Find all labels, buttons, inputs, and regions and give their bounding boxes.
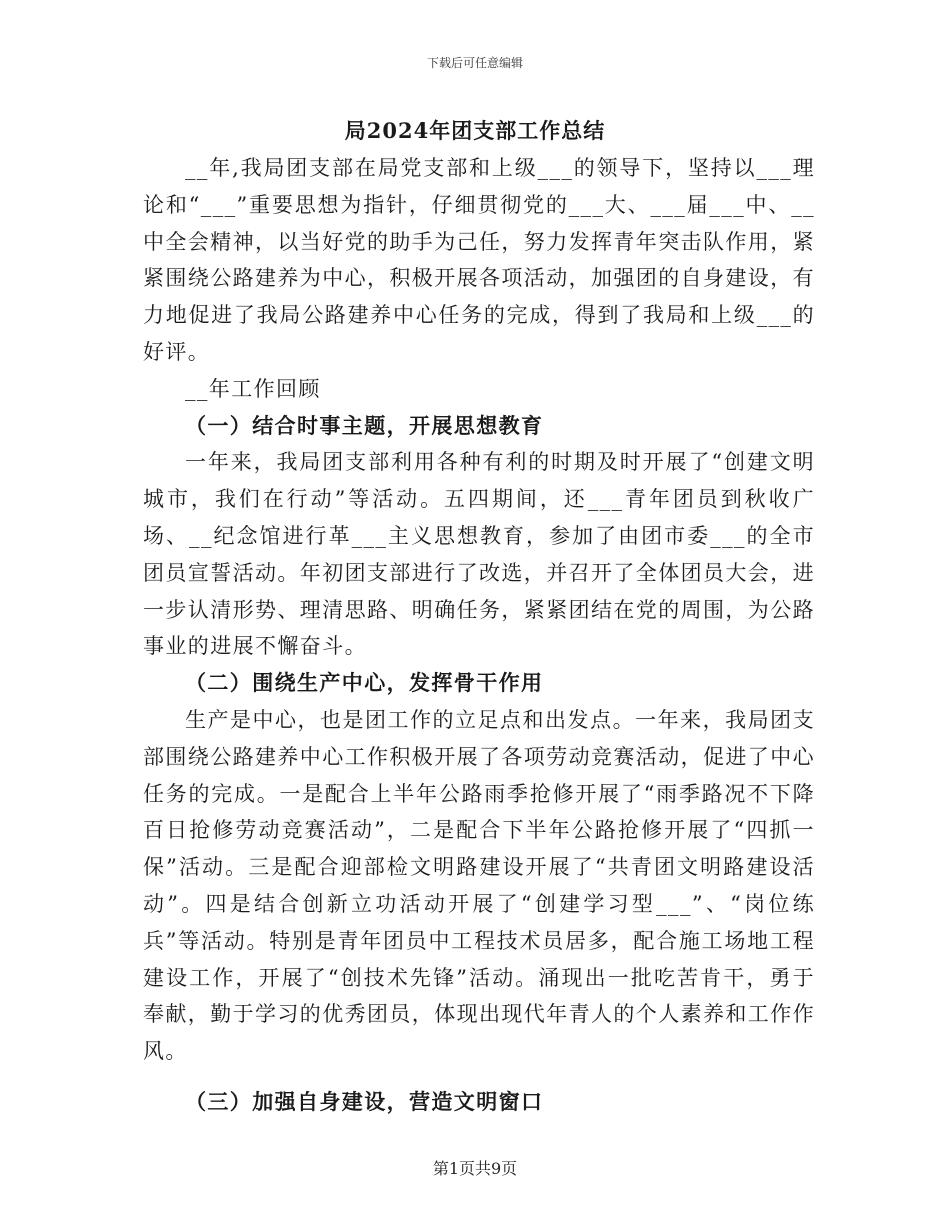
intro-paragraph: __年,我局团支部在局党支部和上级___的领导下，坚持以___理论和“___”重要思想为指针，仔细贯彻党的___大、___届___中、__中全会精神，以当好党的助手为己任，努力发挥青年突击队作用，紧紧围绕公路建养为中心，积极开展各项活动，加强团的自身建设，有力地促进了我局公路建养中心任务的完成，得到了我局和上级___的好评。 bbox=[143, 156, 815, 364]
section1-paragraph: 一年来，我局团支部利用各种有利的时期及时开展了“创建文明城市，我们在行动”等活动。五四期间，还___青年团员到秋收广场、__纪念馆进行革___主义思想教育，参加了由团市委___的全市团员宣誓活动。年初团支部进行了改选，并召开了全体团员大会，进一步认清形势、理清思路、明确任务，紧紧团结在党的周围，为公路事业的进展不懈奋斗。 bbox=[143, 450, 815, 659]
document-body bbox=[143, 150, 815, 1121]
review-line: __年工作回顾 bbox=[185, 376, 321, 401]
page-number: 第1页共9页 bbox=[432, 1159, 518, 1178]
section3-heading: （三）加强自身建设，营造文明窗口 bbox=[185, 1088, 544, 1114]
header-note: 下载后可任意编辑 bbox=[426, 56, 523, 70]
document-title: 局2024年团支部工作总结 bbox=[344, 118, 606, 143]
section2-paragraph: 生产是中心，也是团工作的立足点和出发点。一年来，我局团支部围绕公路建养中心工作积极开展了各项劳动竞赛活动，促进了中心任务的完成。一是配合上半年公路雨季抢修开展了“雨季路况不下降百日抢修劳动竞赛活动”，二是配合下半年公路抢修开展了“四抓一保”活动。三是配合迎部检文明路建设开展了“共青团文明路建设活动”。四是结合创新立功活动开展了“创建学习型___”、“岗位练兵”等活动。特别是青年团员中工程技术员居多，配合施工场地工程建设工作，开展了“创技术先锋”活动。涌现出一批吃苦肯干，勇于奉献，勤于学习的优秀团员，体现出现代年青人的个人素养和工作作风。 bbox=[143, 707, 815, 1064]
section2-heading: （二）围绕生产中心，发挥骨干作用 bbox=[185, 670, 544, 696]
section1-heading: （一）结合时事主题，开展思想教育 bbox=[185, 412, 544, 438]
